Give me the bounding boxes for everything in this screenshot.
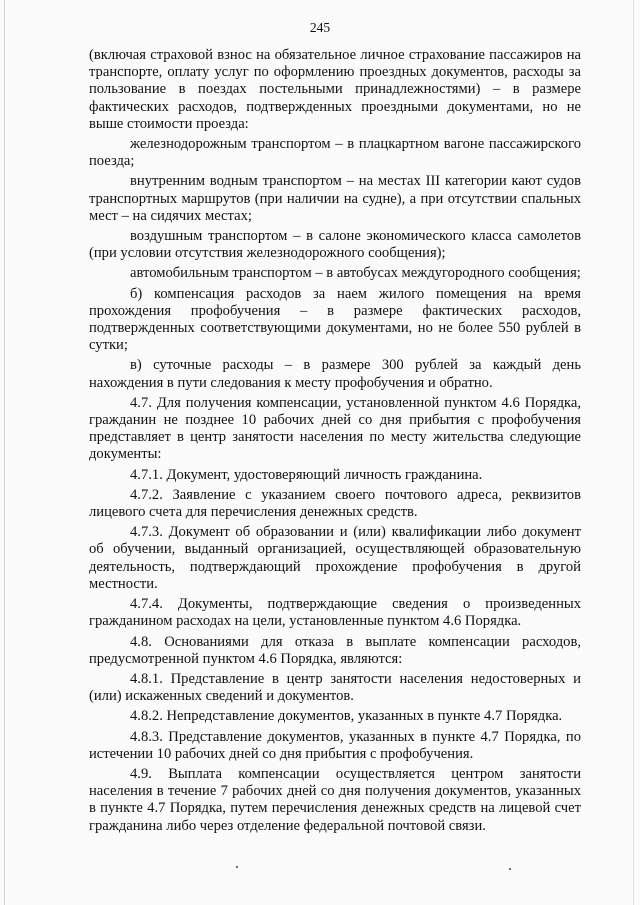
paragraph-4-8-2: 4.8.2. Непредставление документов, указанных в пункте 4.7 Порядка. — [130, 708, 563, 725]
paragraph-4-7: 4.7. Для получения компенсации, установленной пунктом 4.6 Порядка, гражданин не позднее 10 рабочих дней со дня прибытия с профобучения представляет в центр занятости населения по месту жительства следующие документы: — [89, 394, 581, 463]
document-body — [89, 47, 581, 835]
paragraph-per-diem: в) суточные расходы – в размере 300 рублей за каждый день нахождения в пути следования к месту профобучения и обратно. — [89, 357, 581, 391]
paragraph-housing: б) компенсация расходов за наем жилого помещения на время прохождения профобучения – в размере фактических расходов, подтвержденных соответствующими документами, но не более 550 рублей в сутки; — [89, 285, 581, 354]
paragraph-4-8-1: 4.8.1. Представление в центр занятости населения недостоверных и (или) искаженных сведений и документов. — [89, 670, 581, 705]
scan-speck — [236, 866, 238, 868]
paragraph-4-7-2: 4.7.2. Заявление с указанием своего почтового адреса, реквизитов лицевого счета для перечисления денежных средств. — [89, 486, 581, 521]
paragraph-water: внутренним водным транспортом – на местах III категории кают судов транспортных маршрутов (при наличии на судне), а при отсутствии спальных мест – на сидячих местах; — [89, 173, 581, 224]
paragraph-4-8-3: 4.8.3. Представление документов, указанных в пункте 4.7 Порядка, по истечении 10 рабочих дней со дня прибытия с профобучения. — [89, 728, 581, 762]
paragraph-air: воздушным транспортом – в салоне экономического класса самолетов (при условии отсутствия железнодорожного сообщения); — [89, 228, 581, 262]
scan-speck — [509, 868, 511, 870]
paragraph-auto: автомобильным транспортом – в автобусах междугородного сообщения; — [130, 265, 581, 282]
paragraph-4-7-1: 4.7.1. Документ, удостоверяющий личность гражданина. — [130, 466, 483, 483]
paragraph-4-7-3: 4.7.3. Документ об образовании и (или) квалификации либо документ об обучении, выданный организацией, осуществляющей образовательную деятельность, подтверждающий прохождение профобучения в другой местности. — [89, 524, 581, 592]
scan-edge-left — [4, 0, 5, 905]
paragraph-rail: железнодорожным транспортом – в плацкартном вагоне пассажирского поезда; — [89, 136, 581, 170]
scan-edge-right — [633, 0, 634, 905]
paragraph-4-9: 4.9. Выплата компенсации осуществляется центром занятости населения в течение 7 рабочих дней со дня получения документов, указанных в пункте 4.7 Порядка, путем перечисления денежных средств на лицевой счет гражданина либо через отделение федеральной почтовой связи. — [89, 765, 581, 834]
page-number: 245 — [309, 20, 331, 35]
paragraph-4-8: 4.8. Основаниями для отказа в выплате компенсации расходов, предусмотренной пунктом 4.6 Порядка, являются: — [89, 633, 581, 667]
paragraph-intro: (включая страховой взнос на обязательное личное страхование пассажиров на транспорте, оплату услуг по оформлению проездных документов, расходы за пользование в поездах постельными принадлежностями) – в размере фактических расходов, подтвержденных проездными документами, но не выше стоимости проезда: — [89, 47, 581, 132]
paragraph-4-7-4: 4.7.4. Документы, подтверждающие сведения о произведенных гражданином расходах на цели, установленные пунктом 4.6 Порядка. — [89, 596, 581, 630]
